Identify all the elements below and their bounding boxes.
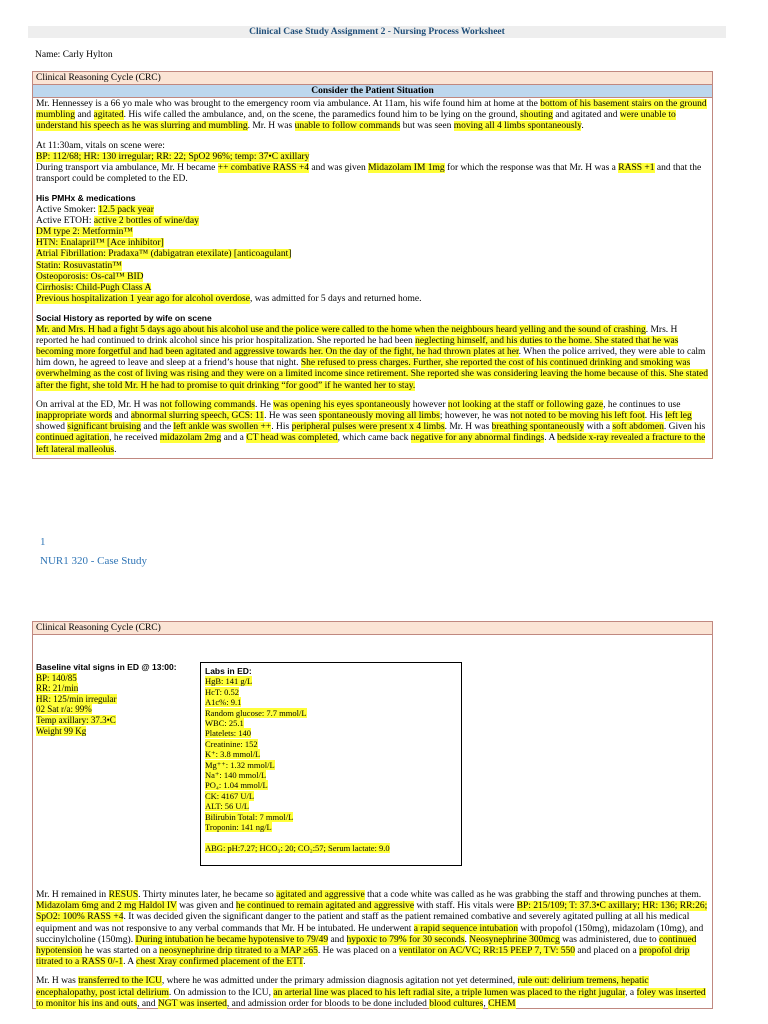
intro-paragraph (36, 99, 709, 133)
pmhx-item (36, 283, 709, 294)
abg-results: ABG: pH:7.27; HCO₃: 20; CO₂:57; Serum lactate: 9.0 (205, 842, 390, 853)
highlighted-text: ++ combative RASS +4 (217, 163, 310, 174)
text-run: . A (544, 433, 558, 444)
text-run: , he received (109, 433, 160, 444)
highlighted-text: hypoxic to 79% for 30 seconds (346, 934, 465, 945)
crc-label: Clinical Reasoning Cycle (CRC) (33, 72, 712, 85)
highlighted-text: Midazolam IM 1mg (368, 163, 445, 174)
text-run: , he continues to use (603, 399, 681, 410)
highlighted-text: unable to follow commands (294, 121, 401, 132)
crc-label: Clinical Reasoning Cycle (CRC) (33, 622, 712, 635)
text-run: however (410, 399, 448, 410)
highlighted-text: RASS +1 (618, 163, 655, 174)
crc-subheading: Consider the Patient Situation (33, 85, 712, 98)
text-run: with a (584, 422, 613, 433)
highlighted-text: ventilator on AC/VC; RR:15 PEEP 7, TV: 550 (398, 946, 576, 957)
lab-value: Troponin: 141 ng/L (205, 822, 272, 833)
highlighted-text: HTN: Enalapril™ [Ace inhibitor] (36, 238, 164, 249)
highlighted-text: continued hypotension (36, 934, 697, 957)
lab-value: Platelets: 140 (205, 728, 252, 739)
highlighted-text: Statin: Rosuvastatin™ (36, 260, 122, 271)
student-name: Name: Carly Hylton (35, 50, 113, 60)
highlighted-text: left leg (665, 411, 692, 422)
lab-value: CK: 4167 U/L (205, 790, 255, 801)
labs-list (205, 676, 461, 832)
highlighted-text: neosynephrine drip titrated to a MAP ≥65 (159, 946, 318, 957)
baseline-list (36, 673, 226, 737)
text-run: . He was placed on a (317, 946, 399, 957)
highlighted-text: bedside x-ray revealed a fracture to the left lateral malleolus (36, 433, 706, 455)
highlighted-text: CHEM (488, 998, 516, 1009)
highlighted-text: BP: 215/109; T: 37.3•C axillary; HR: 136; RR:26; SpO2: 100% RASS +4 (36, 901, 708, 923)
text-run: with staff. His vitals were (414, 901, 517, 912)
icu-paragraph (36, 976, 709, 1010)
lab-value: A1c%: 9.1 (205, 697, 242, 708)
pmhx-item (36, 227, 709, 238)
document-title: Clinical Case Study Assignment 2 - Nursing Process Worksheet (249, 27, 505, 37)
highlighted-text: neglecting himself, and his duties to the home. She stated that he was becoming more forgetful and had been agitated and aggressive towards her. On the day of the fight, he had thrown plates at her (36, 335, 679, 358)
text-run: , which came back (337, 433, 411, 444)
highlighted-text: a rapid sequence intubation (413, 923, 518, 934)
baseline-vital: HR: 125/min irregular (36, 693, 117, 704)
highlighted-text: was opening his eyes spontaneously (273, 399, 411, 410)
highlighted-text: spontaneously moving all limbs (318, 411, 440, 422)
lab-value: Na⁺: 140 mmol/L (205, 770, 267, 781)
text-run: . It was decided given the significant danger to the patient and staff as the patient remained combative and severely agitated pulling at all his medical equipment and was not responsive to any verbal commands that Mr. H be intubated. He underwent (36, 912, 690, 934)
text-run: . Mr. H was (444, 422, 492, 433)
page-footer (40, 533, 147, 571)
highlighted-text: bottom of his basement stairs on the ground (540, 99, 707, 109)
baseline-vital: Temp axillary: 37.3•C (36, 714, 116, 725)
crc-body (33, 635, 712, 1008)
lab-value: ALT: 56 U/L (205, 801, 250, 812)
text-run: showed (36, 422, 68, 433)
text-run: Mr. H remained in (36, 890, 109, 900)
highlighted-text: not following commands (160, 399, 255, 410)
text-run: he was started on a (82, 946, 160, 957)
page-number: 1 (40, 536, 46, 548)
highlighted-text: During intubation he became hypotensive to 79/49 (135, 934, 329, 945)
text-run: On arrival at the ED, Mr. H was (36, 399, 160, 410)
lab-value: HgB: 141 g/L (205, 676, 253, 687)
highlighted-text: chest Xray confirmed placement of the ETT (136, 957, 304, 968)
lab-value: Random glucose: 7.7 mmol/L (205, 707, 307, 718)
text-run: . (114, 444, 117, 455)
baseline-heading: Baseline vital signs in ED @ 13:00: (36, 662, 177, 672)
lab-value: K⁺: 3.8 mmol/L (205, 749, 261, 760)
highlighted-text: he continued to remain agitated and aggressive (235, 901, 415, 912)
text-run: . On admission to the ICU, (168, 987, 274, 998)
highlighted-text: Neosynephrine 300mcg (469, 934, 560, 945)
vitals-paragraph (36, 141, 709, 186)
highlighted-text: transferred to the ICU (78, 976, 162, 987)
text-run: . (303, 957, 306, 968)
highlighted-text: Midazolam 6mg and 2 mg Haldol IV (36, 901, 177, 912)
text-run: , was admitted for 5 days and returned home. (249, 294, 422, 305)
baseline-vital: Weight 99 Kg (36, 725, 87, 736)
highlighted-text: propofol drip titrated to a RASS 0/-1 (36, 946, 690, 968)
arrival-paragraph (36, 400, 709, 456)
text-run: . Given his (663, 422, 706, 433)
pmhx-item (36, 294, 709, 305)
highlighted-text: mumbling (36, 110, 76, 121)
highlighted-text: an arterial line was placed to his left radial site, a triple lumen was placed to the right jugular (273, 987, 626, 998)
text-run: and was given (309, 163, 369, 174)
text-run: . (464, 934, 470, 945)
lab-value: HcT: 0.52 (205, 686, 240, 697)
text-run: Active ETOH: (36, 215, 94, 226)
highlighted-text: rule out: delirium tremens, hepatic encephalopathy, post ictal delirium (36, 976, 649, 998)
highlighted-text: significant bruising (67, 422, 142, 433)
highlighted-text: active 2 bottles of wine/day (93, 215, 199, 226)
highlighted-text: CT head was completed (246, 433, 338, 444)
lab-value: WBC: 25.1 (205, 718, 244, 729)
text-run: and (75, 110, 94, 121)
pmhx-item (36, 249, 709, 260)
text-run: was given and (176, 901, 236, 912)
pmhx-item (36, 261, 709, 272)
highlighted-text: She refused to press charges. Further, she reported the cost of his continued drinking and smoking was overwhelming as the cost of living was rising and they were on a limited income since retirement. She reported she was considering leaving the home because of this. She stated after the fight, she told Mr. H he had to promise to quit drinking “for good” if he wanted her to stay. (36, 358, 708, 391)
text-run: Active Smoker: (36, 204, 99, 215)
lab-value: Mg⁺⁺: 1.32 mmol/L (205, 759, 275, 770)
text-run: . His (644, 411, 666, 422)
text-run: but was seen (400, 121, 454, 132)
pmhx-section (36, 193, 709, 305)
text-run: and (112, 411, 131, 422)
narrative (36, 890, 709, 1018)
lab-value: Creatinine: 152 (205, 738, 258, 749)
highlighted-text: left ankle was swollen ++ (173, 422, 272, 433)
highlighted-text: 12.5 pack year (98, 204, 154, 215)
text-run: was administered, due to (559, 934, 659, 945)
text-run: . He (255, 399, 274, 410)
text-run: and that the transport could be completed to the ED. (36, 163, 702, 185)
labs-box (200, 662, 462, 866)
text-run: ; however, he was (439, 411, 511, 422)
crc-section-1 (32, 71, 713, 459)
text-run: and placed on a (575, 946, 640, 957)
baseline-vital: RR: 21/min (36, 683, 79, 694)
highlighted-text: Mr. and Mrs. H had a fight 5 days ago about his alcohol use and the police were called to the home when the neighbours heard yelling and the sound of crashing (36, 324, 646, 335)
highlighted-text: inappropriate words (36, 411, 113, 422)
social-section (36, 313, 709, 391)
text-run: , (483, 998, 489, 1009)
highlighted-text: blood cultures (429, 998, 484, 1009)
resus-paragraph (36, 890, 709, 968)
highlighted-text: midazolam 2mg (159, 433, 222, 444)
text-run: . Thirty minutes later, he became so (138, 890, 277, 900)
social-heading: Social History as reported by wife on scene (36, 313, 212, 324)
text-run: and (328, 934, 347, 945)
highlighted-text: Osteoporosis: Os-cal™ BID (36, 271, 144, 282)
text-run: . Mrs. H reported he had continued to drink alcohol since his prior hospitalization. She reported he had been (36, 324, 678, 346)
highlighted-text: Cirrhosis: Child-Pugh Class A (36, 283, 152, 294)
text-run: . (581, 121, 584, 132)
text-run: and agitated and (552, 110, 620, 121)
lab-value: PO₄: 1.04 mmol/L (205, 780, 268, 791)
text-run: with propofol (150mg), midazolam (10mg), and succinylcholine (150mg). (36, 923, 704, 945)
text-run: and the (141, 422, 174, 433)
highlighted-text: abnormal slurring speech, GCS: 11 (130, 411, 265, 422)
pmhx-list (36, 205, 709, 306)
text-run: . His wife called the ambulance, and, on the scene, the paramedics found him to be lying on the ground, (123, 110, 521, 121)
highlighted-text: were unable to understand his speech as he was slurring and mumbling (36, 110, 676, 132)
highlighted-text: breathing spontaneously (491, 422, 585, 433)
pmhx-item (36, 216, 709, 227)
highlighted-text: shouting (520, 110, 553, 121)
document-header (28, 26, 726, 38)
highlighted-text: NGT was inserted (157, 998, 227, 1009)
text-run: Mr. Hennessey is a 66 yo male who was brought to the emergency room via ambulance. At 11am, his wife found him at home at the (36, 99, 541, 109)
highlighted-text: moving all 4 limbs spontaneously (453, 121, 582, 132)
highlighted-text: negative for any abnormal findings (410, 433, 545, 444)
highlighted-text: BP: 112/68; HR: 130 irregular; RR: 22; SpO2 96%; temp: 37•C axillary (36, 151, 310, 162)
pmhx-heading: His PMHx & medications (36, 193, 136, 204)
vitals-values (36, 152, 709, 163)
highlighted-text: RESUS (108, 890, 139, 900)
text-run: , and admission order for bloods to be done included (226, 998, 430, 1009)
text-run: that a code white was called as he was grabbing the staff and throwing punches at them. (364, 890, 702, 900)
crc-body (33, 98, 712, 458)
highlighted-text: foley was inserted to monitor his ins and outs (36, 987, 706, 1009)
course-name: NUR1 320 - Case Study (40, 555, 147, 567)
text-run: . He was seen (264, 411, 319, 422)
baseline-vitals (36, 662, 226, 736)
crc-section-2 (32, 621, 713, 1009)
pmhx-item (36, 205, 709, 216)
vitals-intro: At 11:30am, vitals on scene were: (36, 140, 165, 151)
highlighted-text: agitated (93, 110, 124, 121)
text-run: for which the response was that Mr. H was a (444, 163, 619, 174)
text-run: , a (625, 987, 637, 998)
transport-text (36, 163, 709, 185)
text-run: . When the police arrived, they were able to calm him down, he agreed to leave and sleep at a friend’s house that night. (36, 347, 706, 369)
lab-value: Bilirubin Total: 7 mmol/L (205, 811, 294, 822)
text-run: . A (123, 957, 137, 968)
text-run: . His (271, 422, 292, 433)
pmhx-item (36, 238, 709, 249)
text-run: During transport via ambulance, Mr. H became (36, 163, 218, 174)
text-run: , and (137, 998, 158, 1009)
highlighted-text: peripheral pulses were present x 4 limbs (291, 422, 445, 433)
highlighted-text: Previous hospitalization 1 year ago for alcohol overdose (36, 294, 250, 305)
highlighted-text: not noted to be moving his left foot (510, 411, 645, 422)
social-history (36, 325, 709, 392)
highlighted-text: soft abdomen (612, 422, 664, 433)
highlighted-text: not looking at the staff or following gaze (447, 399, 604, 410)
highlighted-text: Atrial Fibrillation: Pradaxa™ (dabigatran etexilate) [anticoagulant] (36, 249, 292, 260)
baseline-vital: BP: 140/85 (36, 672, 77, 683)
pmhx-item (36, 272, 709, 283)
baseline-vital: 02 Sat r/a: 99% (36, 704, 92, 715)
highlighted-text: continued agitation (36, 433, 110, 444)
text-run: Mr. H was (36, 976, 79, 987)
highlighted-text: DM type 2: Metformin™ (36, 227, 133, 238)
highlighted-text: agitated and aggressive (276, 890, 365, 900)
labs-heading: Labs in ED: (205, 666, 252, 676)
text-run: . Mr. H was (247, 121, 295, 132)
text-run: , where he was admitted under the primary admission diagnosis agitation not yet determined, (161, 976, 518, 987)
text-run: and a (221, 433, 247, 444)
